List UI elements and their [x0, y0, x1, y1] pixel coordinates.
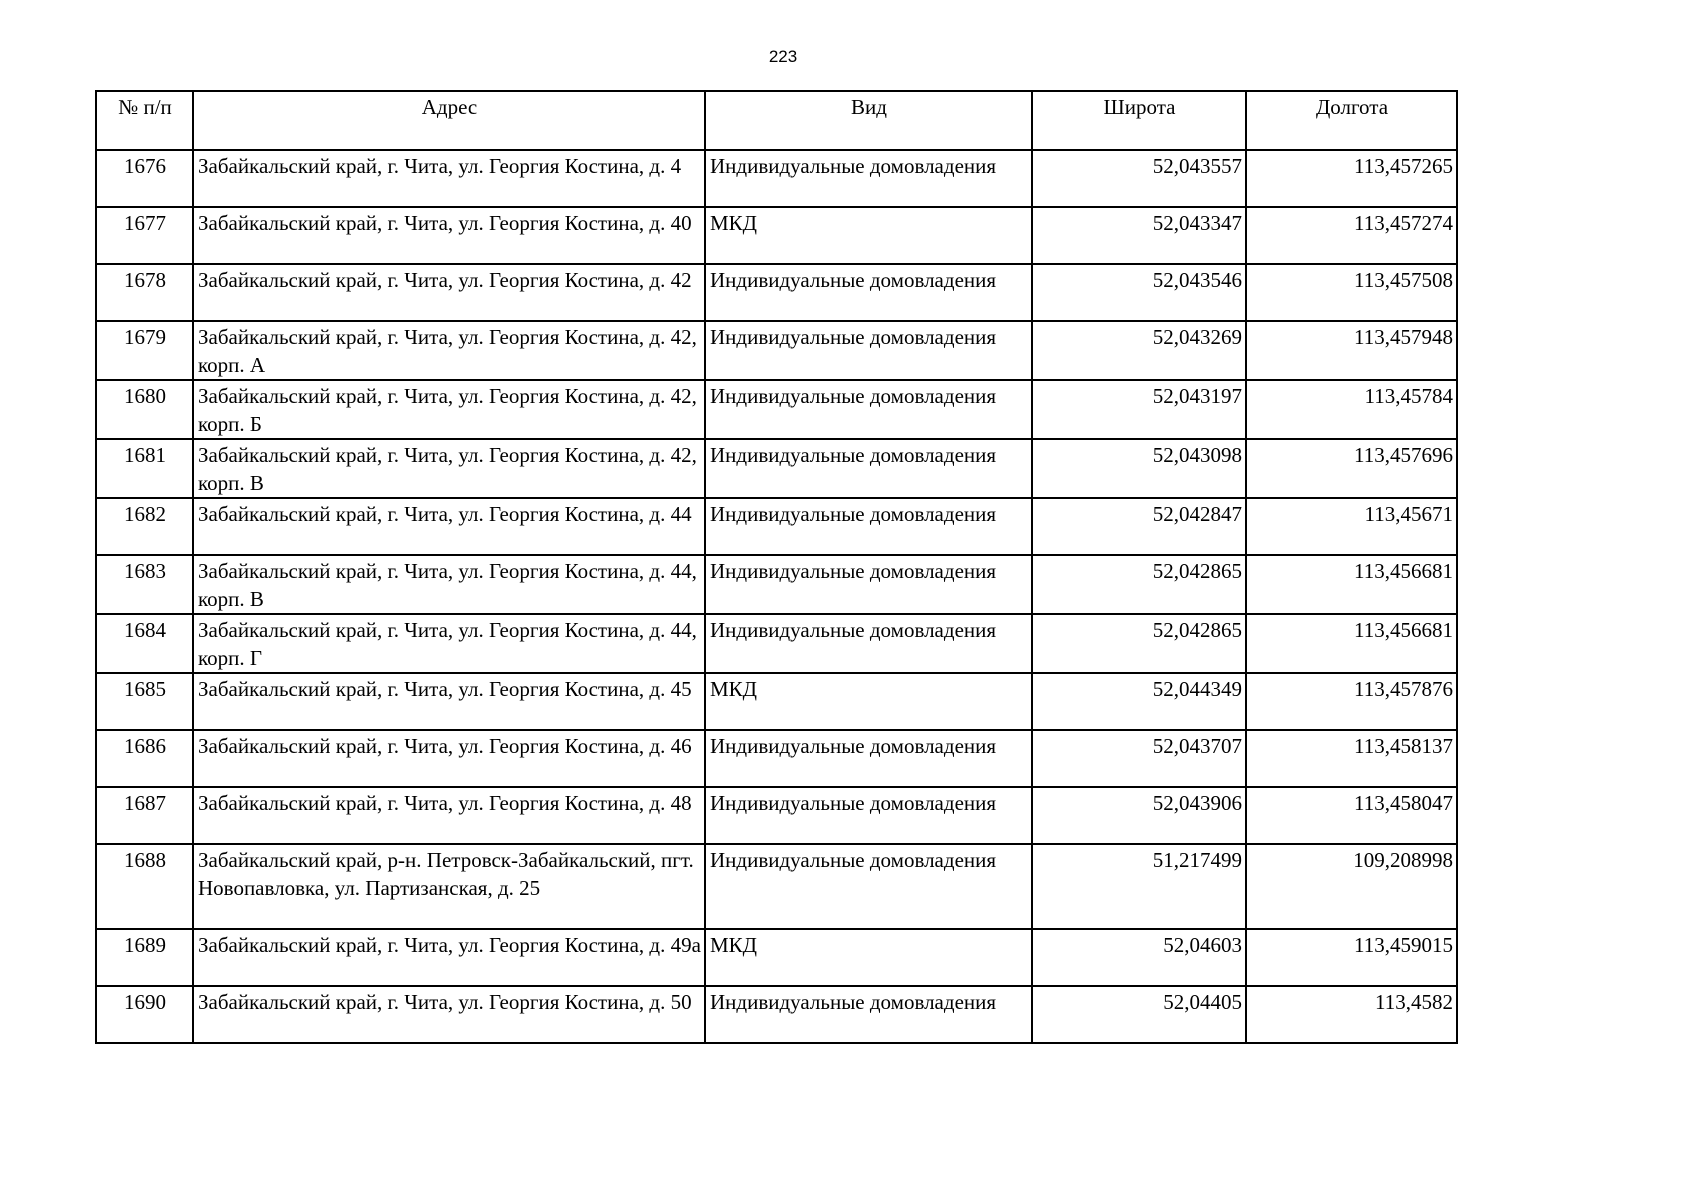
cell-longitude: 113,458137 — [1246, 730, 1457, 787]
table-row — [96, 614, 1457, 673]
table-row — [96, 555, 1457, 614]
cell-num: 1681 — [96, 439, 193, 498]
cell-num: 1685 — [96, 673, 193, 730]
table-row — [96, 730, 1457, 787]
cell-address: Забайкальский край, г. Чита, ул. Георгия Костина, д. 44 — [193, 498, 705, 555]
cell-longitude: 113,458047 — [1246, 787, 1457, 844]
table-row — [96, 673, 1457, 730]
cell-address: Забайкальский край, г. Чита, ул. Георгия Костина, д. 49а — [193, 929, 705, 986]
cell-address: Забайкальский край, г. Чита, ул. Георгия Костина, д. 50 — [193, 986, 705, 1043]
table-row — [96, 150, 1457, 207]
cell-kind: Индивидуальные домовладения — [705, 150, 1032, 207]
cell-num: 1677 — [96, 207, 193, 264]
cell-address: Забайкальский край, г. Чита, ул. Георгия Костина, д. 42, корп. Б — [193, 380, 705, 439]
cell-longitude: 113,457265 — [1246, 150, 1457, 207]
cell-latitude: 52,043098 — [1032, 439, 1246, 498]
cell-latitude: 52,04405 — [1032, 986, 1246, 1043]
cell-kind: Индивидуальные домовладения — [705, 986, 1032, 1043]
cell-num: 1682 — [96, 498, 193, 555]
cell-address: Забайкальский край, р-н. Петровск-Забайкальский, пгт. Новопавловка, ул. Партизанская, д. 25 — [193, 844, 705, 929]
table-row — [96, 498, 1457, 555]
cell-latitude: 52,043269 — [1032, 321, 1246, 380]
cell-kind: МКД — [705, 673, 1032, 730]
cell-longitude: 113,457274 — [1246, 207, 1457, 264]
cell-latitude: 52,043557 — [1032, 150, 1246, 207]
cell-kind: Индивидуальные домовладения — [705, 730, 1032, 787]
header-address: Адрес — [193, 91, 705, 150]
cell-num: 1684 — [96, 614, 193, 673]
cell-longitude: 113,456681 — [1246, 555, 1457, 614]
cell-latitude: 52,043197 — [1032, 380, 1246, 439]
cell-num: 1676 — [96, 150, 193, 207]
cell-kind: МКД — [705, 207, 1032, 264]
cell-latitude: 52,044349 — [1032, 673, 1246, 730]
cell-kind: Индивидуальные домовладения — [705, 321, 1032, 380]
cell-kind: Индивидуальные домовладения — [705, 614, 1032, 673]
cell-num: 1688 — [96, 844, 193, 929]
cell-latitude: 52,043707 — [1032, 730, 1246, 787]
table-row — [96, 929, 1457, 986]
table-row — [96, 787, 1457, 844]
table-row — [96, 844, 1457, 929]
header-num: № п/п — [96, 91, 193, 150]
table-header-row — [96, 91, 1457, 150]
cell-address: Забайкальский край, г. Чита, ул. Георгия Костина, д. 44, корп. Г — [193, 614, 705, 673]
cell-latitude: 52,04603 — [1032, 929, 1246, 986]
cell-address: Забайкальский край, г. Чита, ул. Георгия Костина, д. 40 — [193, 207, 705, 264]
cell-latitude: 52,042847 — [1032, 498, 1246, 555]
cell-num: 1686 — [96, 730, 193, 787]
header-kind: Вид — [705, 91, 1032, 150]
cell-num: 1690 — [96, 986, 193, 1043]
cell-kind: Индивидуальные домовладения — [705, 264, 1032, 321]
cell-latitude: 52,043347 — [1032, 207, 1246, 264]
cell-latitude: 52,043906 — [1032, 787, 1246, 844]
cell-num: 1680 — [96, 380, 193, 439]
cell-num: 1679 — [96, 321, 193, 380]
table-row — [96, 986, 1457, 1043]
cell-latitude: 52,042865 — [1032, 555, 1246, 614]
cell-longitude: 113,456681 — [1246, 614, 1457, 673]
cell-address: Забайкальский край, г. Чита, ул. Георгия Костина, д. 45 — [193, 673, 705, 730]
cell-address: Забайкальский край, г. Чита, ул. Георгия Костина, д. 48 — [193, 787, 705, 844]
cell-address: Забайкальский край, г. Чита, ул. Георгия Костина, д. 42, корп. В — [193, 439, 705, 498]
table-row — [96, 439, 1457, 498]
cell-longitude: 113,45784 — [1246, 380, 1457, 439]
table-row — [96, 207, 1457, 264]
cell-kind: МКД — [705, 929, 1032, 986]
cell-address: Забайкальский край, г. Чита, ул. Георгия Костина, д. 4 — [193, 150, 705, 207]
table-row — [96, 380, 1457, 439]
cell-kind: Индивидуальные домовладения — [705, 498, 1032, 555]
cell-longitude: 113,457508 — [1246, 264, 1457, 321]
page-number: 223 — [768, 47, 798, 66]
cell-kind: Индивидуальные домовладения — [705, 380, 1032, 439]
cell-kind: Индивидуальные домовладения — [705, 555, 1032, 614]
header-longitude: Долгота — [1246, 91, 1457, 150]
cell-kind: Индивидуальные домовладения — [705, 787, 1032, 844]
cell-longitude: 113,457948 — [1246, 321, 1457, 380]
cell-num: 1687 — [96, 787, 193, 844]
cell-num: 1689 — [96, 929, 193, 986]
header-latitude: Широта — [1032, 91, 1246, 150]
table-row — [96, 321, 1457, 380]
cell-address: Забайкальский край, г. Чита, ул. Георгия Костина, д. 46 — [193, 730, 705, 787]
cell-longitude: 113,459015 — [1246, 929, 1457, 986]
cell-latitude: 51,217499 — [1032, 844, 1246, 929]
cell-longitude: 113,4582 — [1246, 986, 1457, 1043]
address-table — [95, 90, 1458, 1044]
table-row — [96, 264, 1457, 321]
cell-longitude: 109,208998 — [1246, 844, 1457, 929]
cell-address: Забайкальский край, г. Чита, ул. Георгия Костина, д. 42 — [193, 264, 705, 321]
cell-kind: Индивидуальные домовладения — [705, 844, 1032, 929]
cell-longitude: 113,457876 — [1246, 673, 1457, 730]
cell-address: Забайкальский край, г. Чита, ул. Георгия Костина, д. 42, корп. А — [193, 321, 705, 380]
cell-num: 1683 — [96, 555, 193, 614]
cell-longitude: 113,45671 — [1246, 498, 1457, 555]
cell-latitude: 52,043546 — [1032, 264, 1246, 321]
cell-address: Забайкальский край, г. Чита, ул. Георгия Костина, д. 44, корп. В — [193, 555, 705, 614]
cell-kind: Индивидуальные домовладения — [705, 439, 1032, 498]
cell-latitude: 52,042865 — [1032, 614, 1246, 673]
cell-longitude: 113,457696 — [1246, 439, 1457, 498]
cell-num: 1678 — [96, 264, 193, 321]
